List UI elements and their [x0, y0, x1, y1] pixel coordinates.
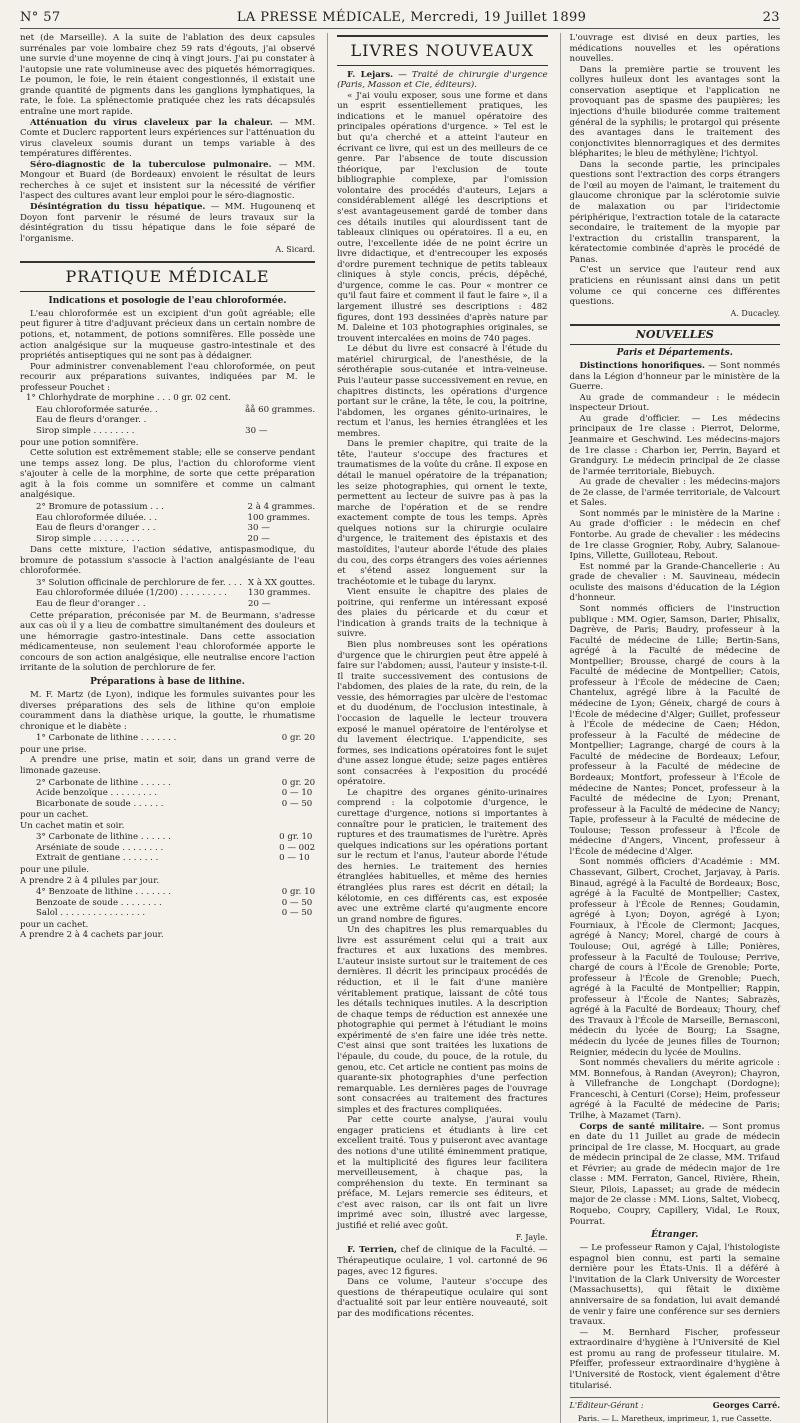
formula-ingredient: Acide benzoïque . . . . . . . . . [36, 788, 157, 799]
formula-ingredient: Benzoate de soude . . . . . . . . [36, 897, 162, 908]
formula-ingredient: Eau chloroformée diluée. . . [36, 512, 158, 523]
column-middle [327, 33, 547, 1423]
formula [20, 887, 315, 919]
formula-quantity [245, 415, 315, 426]
paragraph [20, 202, 315, 244]
subheading: Étranger. [651, 1230, 699, 1241]
subheading: Indications et posologie de l'eau chloroformée. [48, 295, 287, 306]
paragraph: Cette solution est extrêmement stable; elle se conserve pendant une temps assez long. De plus, l'action du chloroforme vient s'ajouter à celle de la morphine, de sorte que cette préparation agit à la fois comme un somnifère et comme un calmant analgésique. [20, 448, 316, 501]
paragraph: Bien plus nombreuses sont les opérations d'urgence que le chirurgien peut être appelé à faire sur l'abdomen; aussi, l'auteur y insiste-t-il. Il traite successivement des contusions de l'abdomen, des plaies de la rate, du rein, de la vessie, des hémorragies par ulcère de l'estomac et du duodénum, de l'occlusion intestinale, à l'occasion de laquelle le lecteur trouvera exposé le manuel opératoire de l'entérolyse et du lavement électrique. L'appendicite, ses formes, ses indications opératoires font le sujet d'une assez longue étude; seize pages entières sont consacrées à l'exposition du procédé opératoire. [337, 640, 548, 788]
formula [20, 578, 315, 610]
paragraph: Au grade de commandeur : le médecin inspecteur Driout. [569, 392, 780, 414]
run-in-title: F. Lejars. [347, 69, 394, 80]
section-title-livres: LIVRES NOUVEAUX [337, 35, 547, 66]
paragraph-text: — MM. Hugounenq et Doyon font parvenir le résumé de leurs travaux sur la désintégration du tissu hépatique dans le foie séparé de l'organisme. [20, 202, 316, 244]
editor-label: L'Éditeur-Gérant : [569, 1401, 644, 1411]
formula [20, 502, 315, 544]
paragraph-text: — MM. Mongour et Buard (de Bordeaux) envoient le résultat de leurs recherches à ce sujet et insistent sur la nécessité de vérifier l'aspect des cultures avant leur emploi pour le séro-diagnostic. [20, 159, 316, 202]
paragraph: Vient ensuite le chapitre des plaies de poitrine, qui renferme un intéressant exposé des plaies du péricarde et du cœur et l'indication à grands traits de la technique à suivre. [337, 587, 548, 640]
paragraph: Au grade de chevalier : les médecins-majors de 2e classe, de l'armée territoriale, de Valcourt et Sales. [569, 477, 781, 509]
formula-title: 1° Chlorhydrate de morphine . . . 0 gr. 02 cent. [26, 393, 231, 404]
formula-ingredient: Eau chloroformée saturée. . [36, 404, 158, 415]
columns [20, 33, 781, 1423]
paragraph: Dans la première partie se trouvent les collyres huileux dont les avantages sont la conservation aseptique et l'application ne provoquant pas de spasme des paupières; les injections d'huile biiodurée comme traitement général de la syphilis; le protargol qui présente des avantages dans le traitement des conjonctivites blennorragiques et des dermites blépharites; le bleu de méthylène; l'ichtyol. [569, 64, 780, 160]
paragraph: Sont nommés chevaliers du mérite agricole : MM. Bonnefous, à Randan (Aveyron); Chayron, à Villefranche de Longchapt (Dordogne); Franceschi, à Centuri (Corse); Heim, professeur agrégé à la Faculté de médecine de Paris; Trilhe, à Mazamet (Tarn). [569, 1058, 780, 1121]
formula-quantity: 0 — 002 [279, 842, 316, 853]
paragraph: Un des chapitres les plus remarquables du livre est assurément celui qui a trait aux fractures et aux luxations des membres. L'auteur insiste surtout sur le traitement de ces dernières. Il décrit les principaux procédés de réduction, et il le fait d'une manière véritablement pratique, laissant de côté tous les détails techniques inutiles. A la description de chaque temps de réduction est annexée une photographie qui permet à l'étudiant le moins expérimenté de s'en faire une idée très nette. C'est ainsi que sont traitées les luxations de l'épaule, du coude, du pouce, de la rotule, du genou, etc. Cet article ne contient pas moins de quarante-six photographies d'une perfection remarquable. Les dernières pages de l'ouvrage sont consacrées au traitement des fractures simples et des fractures compliquées. [337, 925, 548, 1115]
paragraph: net (de Marseille). A la suite de l'ablation des deux capsules surrénales par voie lombaire chez 59 rats d'égouts, j'ai observé une survie d'une moyenne de cinq à vingt jours. J'ai pu constater à l'autopsie une rate volumineuse avec des piquetés hémorragiques. Le poumon, le foie, le rein étaient congestionnés, il existait une grande quantité de pigments dans les ganglions lymphatiques, la rate, le foie. La splénectomie pratiquée chez les rats décapsulés entraîne une mort rapide. [20, 33, 316, 117]
editor-name: Georges Carré. [712, 1400, 780, 1411]
formula-ingredient: Sirop simple . . . . . . . . [36, 426, 135, 436]
section-title-nouvelles: NOUVELLES [570, 324, 780, 345]
formula-quantity: 0 — 50 [281, 908, 313, 919]
paragraph: L'eau chloroformée est un excipient d'un goût agréable; elle peut figurer à titre d'adjuvant précieux dans un certain nombre de potions, et, notamment, de potions somnifères. Elle possède une action analgésique sur la muqueuse gastro-intestinale et des propriétés antiseptiques qui ne sont pas à dédaigner. [20, 308, 316, 362]
formula-ingredient: Eau de fleurs d'oranger . . . [36, 523, 156, 534]
book-title: — Traité de chirurgie d'urgence (Paris, Masson et Cie, éditeurs). [337, 69, 548, 91]
paragraph: Un cachet matin et soir. [20, 820, 125, 831]
subheading: Préparations à base de lithine. [90, 676, 245, 687]
formula-ingredient: Bicarbonate de soude . . . . . . [36, 798, 164, 809]
author-signature: A. Ducacley. [730, 308, 780, 318]
paragraph: A prendre une prise, matin et soir, dans un grand verre de limonade gazeuse. [20, 755, 316, 776]
paragraph: L'ouvrage est divisé en deux parties, les médications nouvelles et les opérations nouvelles. [569, 33, 780, 65]
formula-use: pour une prise. [20, 744, 87, 755]
formula-ingredient: Eau chloroformée diluée (1/200) . . . . . . . . . [36, 588, 227, 599]
paragraph: M. F. Martz (de Lyon), indique les formules suivantes pour les diverses préparations des sels de lithine qu'on emploie couramment dans la diathèse urique, la goutte, le rhumatisme chronique et le diabète : [20, 690, 316, 732]
paragraph: — M. Bernhard Fischer, professeur extraordinaire d'hygiène à l'Université de Kiel est promu au rang de professeur titulaire. M. Pfeiffer, professeur extraordinaire d'hygiène à l'Université de Rostock, vient également d'être titularisé. [569, 1327, 780, 1391]
paragraph: Le chapitre des organes génito-urinaires comprend : la colpotomie d'urgence, le curettage d'urgence, notions si importantes à connaître pour le praticien, le traitement des ruptures et des traumatismes de l'urètre. Après quelques indications sur les opérations portant sur le rectum et l'anus, l'auteur aborde l'étude des hernies. Le traitement des hernies étranglées habituelles, et même des hernies étranglées plus rares est décrit en détail; la kélotomie, en ces différents cas, est exposée avec une extrême clarté qu'augmente encore un grand nombre de figures. [337, 787, 548, 925]
formula-quantity: 20 — [248, 599, 271, 609]
paragraph: Le début du livre est consacré à l'étude du matériel chirurgical, de l'anesthésie, de la sérothérapie sous-cutanée et intra-veineuse. Puis l'auteur passe successivement en revue, en chapitres distincts, les opérations d'urgence portant sur le crâne, la tête, le cou, la poitrine, l'abdomen, les organes génito-urinaires, le rectum et l'anus, les hernies étranglées et les membres. [337, 344, 548, 439]
formula-quantity: 100 grammes. [247, 512, 310, 523]
paragraph: Par cette courte analyse, j'aurai voulu engager praticiens et étudiants à lire cet excellent traité. Tous y puiseront avec avantage des notions d'une utilité éminemment pratique, et la multiplicité des figures leur facilitera merveilleusement, à chaque pas, la compréhension du texte. En terminant sa préface, M. Lejars remercie ses éditeurs, et c'est avec raison, car ils ont fait un livre imprimé avec soin, illustré avec largesse, justifié et relié avec goût. [337, 1115, 548, 1231]
run-in-title: Atténuation du virus claveleux par la chaleur. [30, 117, 273, 128]
paragraph: Dans la seconde partie, les principales questions sont l'extraction des corps étrangers de l'œil au moyen de l'aimant, le traitement du glaucome chronique par la sclérotomie suivie de malaxation ou par l'iridectomie périphérique, l'extraction totale de la cataracte secondaire, le traitement de la myopie par l'extraction du cristallin transparent, la kératectomie combinée d'après le procédé de Panas. [569, 159, 780, 265]
column-left [20, 33, 315, 1423]
column-right [560, 33, 780, 1423]
formula [20, 733, 315, 744]
journal-title: LA PRESSE MÉDICALE, Mercredi, 19 Juillet 1899 [236, 10, 587, 25]
formula-quantity: 2 à 4 grammes. [247, 501, 316, 512]
paragraph: Est nommé par la Grande-Chancellerie : Au grade de chevalier : M. Sauvineau, médecin oculiste des maisons d'éducation de la Légion d'honneur. [569, 561, 780, 604]
page-number: 23 [762, 10, 780, 25]
imprint: Paris. — L. Maretheux, imprimeur, 1, rue Cassette. [577, 1413, 772, 1423]
formula-quantity: 20 — [247, 533, 270, 544]
paragraph [337, 70, 547, 91]
run-in-title: Corps de santé militaire. [579, 1121, 705, 1132]
formula-ingredient: 3° Carbonate de lithine . . . . . . [36, 832, 171, 843]
author-signature: F. Jayle. [515, 1232, 548, 1242]
paragraph: A prendre 2 à 4 pilules par jour. [20, 875, 160, 886]
running-head [20, 10, 780, 29]
paragraph: A prendre 2 à 4 cachets par jour. [20, 930, 164, 941]
paragraph: Dans le premier chapitre, qui traite de la tête, l'auteur s'occupe des fractures et traumatismes de la voûte du crâne. Il expose en détail le manuel opératoire de la trépanation; les seize photographies, qui ornent le texte, permettent au lecteur de suivre pas à pas la marche de l'opération et de se rendre exactement compte de tous les temps. Après quelques notions sur la chirurgie oculaire d'urgence, le traitement des épistaxis et des mastoïdites, l'auteur aborde l'étude des plaies du cou, des corps étrangers des voies aériennes et s'étend assez longuement sur la trachéotomie et le tubage du larynx. [337, 439, 548, 587]
formula-quantity: 0 gr. 10 [281, 887, 316, 898]
formula-ingredient: Salol . . . . . . . . . . . . . . . . [36, 908, 146, 919]
subheading: Paris et Départements. [616, 347, 733, 358]
paragraph: Cette préparation, préconisée par M. de Beurmann, s'adresse aux cas où il y a lieu de combattre simultanément des douleurs et une hémorragie gastro-intestinale. Dans cette association médicamenteuse, non seulement l'eau chloroformée apporte le concours de son action analgésique, elle neutralise encore l'action irritante de la solution de perchlorure de fer. [20, 610, 316, 674]
formula-quantity: X à XX gouttes. [248, 577, 316, 588]
formula-quantity: 130 grammes. [248, 588, 311, 599]
paragraph: Dans ce volume, l'auteur s'occupe des questions de thérapeutique oculaire qui sont d'actualité soit par leur entière nouveauté, soit par des modifications récentes. [337, 1277, 548, 1319]
formula-quantity: åå 60 grammes. [245, 404, 316, 415]
formula-ingredient: 1° Carbonate de lithine . . . . . . . [36, 733, 177, 744]
paragraph [20, 160, 315, 202]
formula-use: pour une potion somnifère. [20, 437, 139, 448]
paragraph [570, 1122, 780, 1228]
formula-use: pour une pilule. [20, 865, 90, 875]
paragraph-text: chef de clinique de la Faculté. — Thérapeutique oculaire, 1 vol. cartonné de 96 pages, avec 12 figures. [337, 1245, 548, 1277]
formula-quantity: 0 — 50 [281, 798, 313, 809]
formula-quantity: 0 — 50 [281, 897, 313, 908]
formula-ingredient: 3° Solution officinale de perchlorure de fer. . . . [36, 577, 243, 588]
paragraph: Sont nommés officiers de l'instruction publique : MM. Ogier, Samson, Darier, Phisalix, Dagrève, de Paris; Baudry, professeur à la Faculté de médecine de Lille; Bertin-Sans, agrégé à la Faculté de médecine de Montpellier; Brousse, chargé de cours à la Faculté de médecine de Montpellier; Catois, professeur à l'École de médecine de Caen; Chantelux, agrégé libre à la Faculté de médecine de Lyon; Géneix, chargé de cours à l'École de médecine d'Alger; Guillet, professeur à l'École de médecine de Caen; Hédon, professeur à la Faculté de médecine de Montpellier; Lagrange, chargé de cours à la Faculté de médecine de Bordeaux; Lefour, professeur à la Faculté de médecine de Bordeaux; Montfort, professeur à l'École de médecine de Nantes; Poncet, professeur à la Faculté de médecine de Lyon; Prenant, professeur à la Faculté de médecine de Nancy; Tapie, professeur à la Faculté de médecine de Toulouse; Tesson professeur à l'École de médecine d'Angers, Vincent, professeur à l'École de médecine d'Alger. [569, 603, 780, 857]
run-in-title: Désintégration du tissu hépatique. [30, 202, 206, 212]
paragraph: « J'ai voulu exposer, sous une forme et dans un esprit essentiellement pratiques, les indications et le manuel opératoire des principales opérations d'urgence. » Tel est le but qu'a cherché et a atteint l'auteur en écrivant ce livre, qui est un des meilleurs de ce genre. Par l'absence de toute discussion théorique, par l'exclusion de toute bibliographie complexe, par l'omission volontaire des procédés d'auteurs, Lejars a considérablement allégé les descriptions et s'est avantageusement gardé de tomber dans ces détails inutiles qui alourdissent tant de tableaux cliniques ou opératoires. Il a eu, en outre, l'excellente idée de ne point écrire un livre didactique, et d'entrecouper les exposés d'ordre purement technique de petits tableaux cliniques à style concis, précis, dépêché, d'urgence, comme le cas. Pour « montrer ce qu'il faut faire et comment il faut le faire », il a largement illustré ses descriptions : 482 figures, dont 193 dessinées d'après nature par M. Daleine et 103 photographies originales, se trouvent intercalées en moins de 740 pages. [337, 90, 548, 344]
formula-quantity: 0 — 10 [279, 853, 310, 864]
paragraph: Sont nommés par le ministère de la Marine : Au grade d'officier : le médecin en chef Fontorbe. Au grade de chevalier : les médecins de 1re classe Grognier, Roby, Aubry, Salanoue-Ipins, Villette, Guilloteau, Rebout. [569, 508, 780, 562]
paragraph: Pour administrer convenablement l'eau chloroformée, on peut recourir aux préparations suivantes, indiquées par M. le professeur Pouchet : [20, 361, 316, 393]
formula-ingredient: 2° Bromure de potassium . . . [36, 501, 164, 512]
formula [20, 778, 315, 810]
paragraph [337, 1245, 547, 1277]
formula-ingredient: 4° Benzoate de lithine . . . . . . . [36, 887, 171, 898]
run-in-title: Distinctions honorifiques. [579, 361, 705, 372]
issue-number: N° 57 [20, 10, 61, 25]
run-in-title: Séro-diagnostic de la tuberculose pulmonaire. [30, 159, 272, 170]
paragraph-text: — Sont nommés dans la Légion d'honneur par le ministère de la Guerre. [569, 361, 780, 393]
paragraph: — Le professeur Ramon y Cajal, l'histologiste espagnol bien connu, est parti la semaine dernière pour les États-Unis. Il a déféré à l'invitation de la Clark University de Worcester (Massachusetts), qui fêtait le dixième anniversaire de sa fondation, lui avait demandé de venir y faire une conférence sur ses derniers travaux. [569, 1243, 780, 1328]
section-title-pratique: PRATIQUE MÉDICALE [20, 261, 315, 292]
formula-ingredient: 2° Carbonate de lithine . . . . . . [36, 777, 171, 788]
formula-quantity: 30 — [247, 523, 270, 534]
author-signature: A. Sicard. [275, 245, 316, 255]
formula-quantity: 0 gr. 10 [279, 832, 313, 843]
formula-ingredient: Arséniate de soude . . . . . . . . [36, 842, 164, 853]
paragraph-text: — MM. Comte et Duclerc rapportent leurs expériences sur l'atténuation du virus claveleux soumis durant un temps variable à des températures différentes. [20, 117, 316, 160]
formula-ingredient: Eau de fleurs d'oranger. . [36, 415, 147, 426]
paragraph: Sont nommés officiers d'Académie : MM. Chassevant, Gilbert, Crochet, Jarjavay, à Paris. Binaud, agrégé à la Faculté de Bordeaux; Bosc, agrégé à la Faculté de Montpellier; Castex, professeur à l'École de Rennes; Goudamin, agrégé à Lyon; Doyon, agrégé à Lyon; Fourniaux, à l'École de Clermont; Jacques, agrégé à Nancy; Morel, chargé de cours à Toulouse; Oui, agrégé à Lille; Ponières, professeur à la Faculté de Toulouse; Perrive, chargé de cours à l'École de Grenoble; Porte, professeur à l'École de Grenoble; Puech, agrégé à la Faculté de Montpellier; Rappin, professeur à l'École de Nantes; Sabrazès, agrégé à la Faculté de Bordeaux; Thoury, chef des Travaux à l'École de Marseille, Bernasconi, médecin du lycée de Bourg; La Ssagne, médecin du lycée de jeunes filles de Tournon; Reignier, médecin du lycée de Moulins. [569, 857, 780, 1058]
paragraph [570, 361, 780, 393]
formula-ingredient: Sirop simple . . . . . . . . . [36, 533, 140, 544]
paragraph [20, 118, 315, 160]
editor-line [570, 1397, 780, 1411]
formula-quantity: 0 gr. 20 [281, 777, 316, 788]
paragraph-text: — Sont promus en date du 11 Juillet au grade de médecin principal de 1re classe, M. Hocquart, au grade de médecin principal de 2e classe, MM. Trifaud et Février; au grade de médecin major de 1re classe : MM. Ferraton, Gancel, Rivière, Rhein, Sieur, Pilois, Lapasset; au grade de médecin major de 2e classe : MM. Lions, Saltet, Viobecq, Roquebo, Coupry, Capillery, Vidal, Le Roux, Pourrat. [569, 1121, 781, 1227]
formula-quantity: 0 gr. 20 [281, 733, 316, 744]
formula-quantity: 30 — [245, 426, 268, 436]
formula-ingredient: Eau de fleur d'oranger . . [36, 599, 146, 609]
formula-ingredient: Extrait de gentiane . . . . . . . [36, 853, 159, 864]
paragraph: C'est un service que l'auteur rend aux praticiens en réunissant ainsi dans un petit volume ce qui concerne ces différentes questions. [569, 265, 780, 308]
formula [20, 832, 315, 864]
formula-use: pour un cachet. [20, 919, 89, 930]
formula-quantity: 0 — 10 [281, 788, 313, 799]
formula [20, 405, 315, 437]
paragraph: Au grade d'officier. — Les médecins principaux de 1re classe : Pierrot, Delorme, Jeanmaire et Geschwind. Les médecins-majors de 1re classe : Charbon ier, Perrin, Bayard et Grandgury. Le médecin principal de 2e classe de l'armée territoriale, Biebuych. [569, 413, 780, 477]
run-in-title: F. Terrien, [347, 1245, 397, 1256]
paragraph: Dans cette mixture, l'action sédative, antispasmodique, du bromure de potassium s'associe à l'action analgésiante de l'eau chloroformée. [20, 545, 316, 577]
formula-use: pour un cachet. [20, 810, 89, 821]
